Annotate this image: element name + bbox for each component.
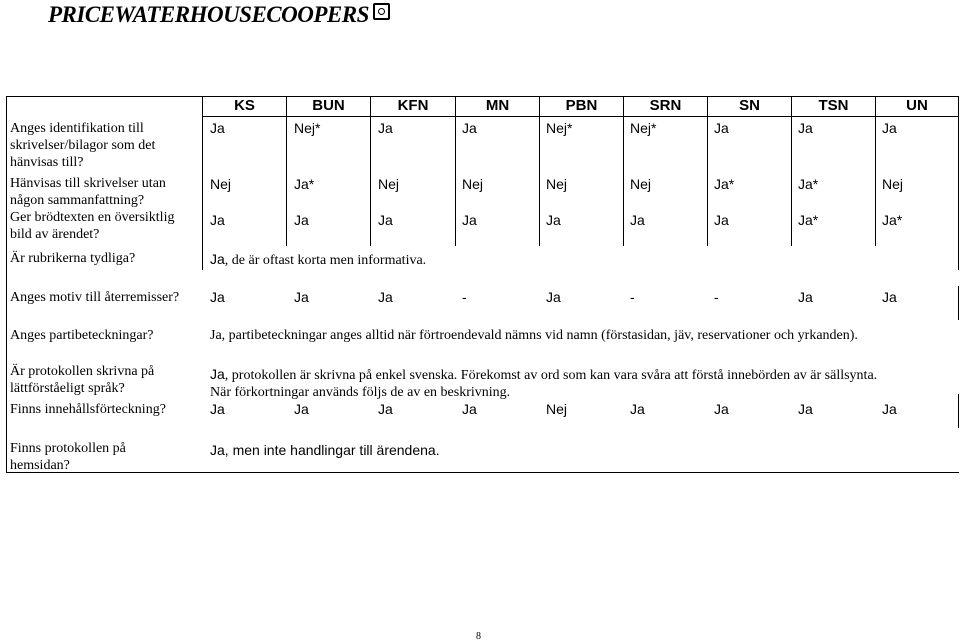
value-cell: Nej [630,176,652,192]
value-cell: Nej* [294,120,321,136]
value-cell: Nej [462,176,484,192]
table-line [958,394,959,428]
table-line [455,96,456,246]
value-cell: Ja [546,289,561,305]
value-cell: - [462,289,467,305]
row-label: Finns innehållsförteckning? [10,402,166,417]
row-answer: Ja, partibeteckningar anges alltid när förtroendevald nämns vid namn (förstasidan, jäv, reservationer och yrkanden). [210,328,858,343]
value-cell: Ja [798,401,813,417]
value-cell: Ja [294,212,309,228]
row-label: Ger brödtexten en översiktlig bild av ärendet? [10,210,175,242]
value-cell: Nej [882,176,904,192]
column-header: SN [739,97,760,114]
value-cell: Ja [882,120,897,136]
column-header: TSN [818,97,849,114]
value-cell: Ja [630,212,645,228]
row-answer: Ja, de är oftast korta men informativa. [210,251,427,268]
table-line [202,96,203,270]
value-cell: Ja [210,120,225,136]
value-cell: Ja [882,401,897,417]
value-cell: Ja [714,212,729,228]
table-line [286,96,287,246]
value-cell: Ja* [798,176,819,192]
review-table [6,96,959,472]
value-cell: Ja [378,120,393,136]
table-line [958,96,959,270]
table-line [875,96,876,246]
column-header: KFN [397,97,429,114]
row-label: Finns protokollen på hemsidan? [10,441,126,473]
company-logo [48,2,390,28]
row-answer: Ja, men inte handlingar till ärendena. [210,442,440,458]
table-line [707,96,708,246]
row-label: Anges motiv till återremisser? [10,290,180,305]
value-cell: Ja [294,401,309,417]
value-cell: Ja [798,289,813,305]
value-cell: Ja* [714,176,735,192]
value-cell: Ja [378,212,393,228]
value-cell: - [630,289,635,305]
value-cell: Ja* [798,212,819,228]
row-label: Är protokollen skrivna på lättförståeligt språk? [10,364,155,396]
column-header: MN [485,97,510,114]
table-line [539,96,540,246]
value-cell: Ja* [294,176,315,192]
logo-text: PRICEWATERHOUSECOOPERS [48,2,369,27]
row-label: Är rubrikerna tydliga? [10,251,136,266]
value-cell: Nej [378,176,400,192]
column-header: SRN [649,97,682,114]
logo-emblem-icon [373,3,390,20]
page-number: 8 [476,631,481,642]
value-cell: Nej [546,401,568,417]
value-cell: Nej* [630,120,657,136]
table-line [623,96,624,246]
column-header: BUN [312,97,345,114]
table-line [958,286,959,320]
column-header: UN [906,97,928,114]
value-cell: Ja [714,401,729,417]
value-cell: - [714,289,719,305]
row-label: Hänvisas till skrivelser utan någon sammanfattning? [10,176,166,208]
value-cell: Ja [714,120,729,136]
value-cell: Nej [546,176,568,192]
value-cell: Ja [210,212,225,228]
table-line [791,96,792,246]
value-cell: Ja [210,401,225,417]
value-cell: Ja [294,289,309,305]
table-line [202,116,959,117]
row-answer: Ja, protokollen är skrivna på enkel svenska. Förekomst av ord som kan vara svåra att förstå innebörden av är sällsynta. När förkortningar används följs de av en beskrivning. [210,366,878,400]
value-cell: Ja [546,212,561,228]
column-header: KS [234,97,255,114]
column-header: PBN [565,97,598,114]
table-line [6,472,959,473]
value-cell: Nej* [546,120,573,136]
value-cell: Ja [630,401,645,417]
value-cell: Ja [378,401,393,417]
table-line [370,96,371,246]
value-cell: Ja [462,120,477,136]
value-cell: Ja* [882,212,903,228]
value-cell: Ja [882,289,897,305]
value-cell: Ja [462,401,477,417]
row-label: Anges partibeteckningar? [10,328,154,343]
value-cell: Ja [378,289,393,305]
table-line [6,96,7,473]
row-label: Anges identifikation till skrivelser/bilagor som det hänvisas till? [10,121,156,170]
value-cell: Ja [798,120,813,136]
value-cell: Ja [210,289,225,305]
value-cell: Nej [210,176,232,192]
value-cell: Ja [462,212,477,228]
